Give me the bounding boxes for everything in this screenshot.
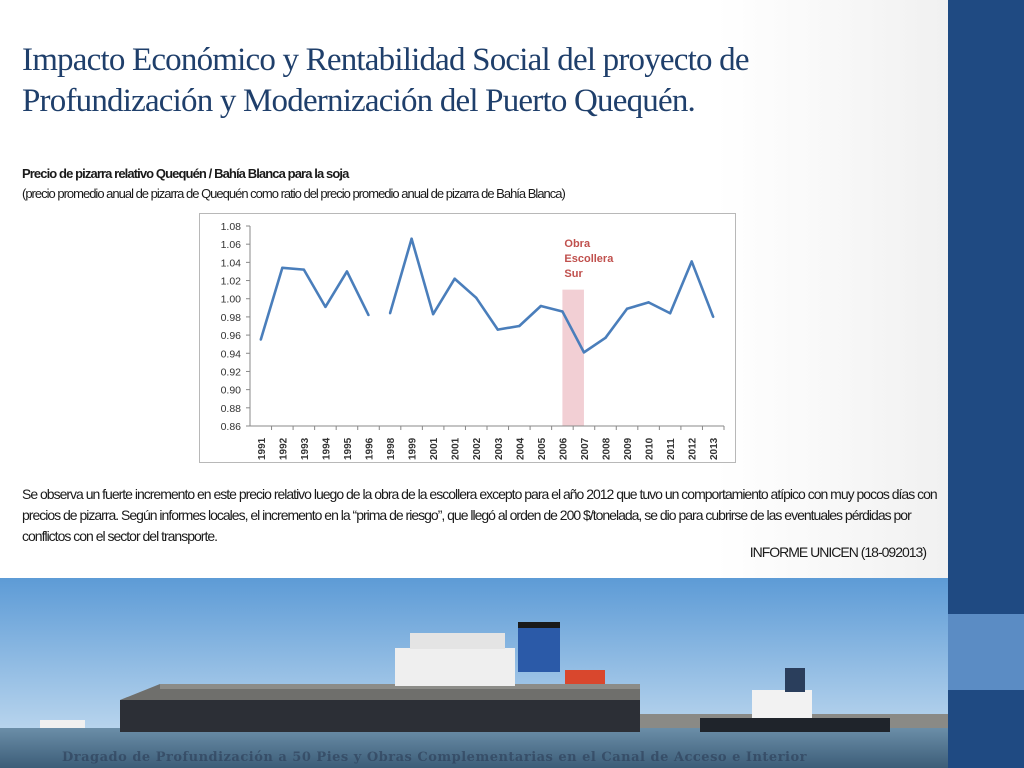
y-tick-label: 0.94 bbox=[220, 348, 241, 361]
x-tick-label: 1998 bbox=[386, 437, 398, 460]
x-tick-label: 2010 bbox=[644, 437, 656, 460]
highlight-label: Escollera bbox=[564, 253, 614, 265]
highlight-label: Sur bbox=[564, 268, 583, 280]
y-tick-label: 0.88 bbox=[220, 402, 241, 415]
x-tick-label: 2005 bbox=[536, 437, 548, 460]
x-tick-label: 2002 bbox=[472, 437, 484, 460]
x-tick-label: 1996 bbox=[364, 437, 376, 460]
x-tick-label: 1994 bbox=[321, 437, 333, 460]
series-line bbox=[390, 239, 713, 353]
ship-photo bbox=[0, 578, 948, 768]
source-citation: INFORME UNICEN (18-092013) bbox=[749, 544, 926, 560]
y-tick-label: 1.02 bbox=[220, 275, 241, 288]
data-point bbox=[367, 314, 369, 316]
x-tick-label: 1992 bbox=[278, 437, 290, 460]
data-point bbox=[561, 310, 563, 312]
data-point bbox=[432, 313, 434, 315]
data-point bbox=[389, 312, 391, 314]
line-chart bbox=[200, 214, 737, 464]
data-point bbox=[518, 325, 520, 327]
data-point bbox=[540, 305, 542, 307]
data-point bbox=[626, 308, 628, 310]
series-line bbox=[261, 268, 369, 340]
data-point bbox=[475, 297, 477, 299]
x-tick-label: 1991 bbox=[256, 437, 268, 460]
highlight-label: Obra bbox=[564, 238, 591, 250]
data-point bbox=[497, 328, 499, 330]
y-tick-label: 1.04 bbox=[220, 257, 241, 270]
x-tick-label: 1999 bbox=[407, 437, 419, 460]
x-tick-label: 2001 bbox=[450, 437, 462, 460]
body-paragraph: Se observa un fuerte incremento en este precio relativo luego de la obra de la escollera excepto para el año 2012 que tuvo un comportamiento atípico con muy pocos días con precios de pizarra. Según informes locales, el incremento en la “prima de riesgo”, que llegó al orden de 200 $/tonelada, se dio para cubrirse de las eventuales pérdidas por conflictos con el sector del transporte. bbox=[22, 486, 937, 544]
y-tick-label: 1.06 bbox=[220, 239, 241, 252]
x-tick-label: 2007 bbox=[579, 437, 591, 460]
chart-subtitle: Precio de pizarra relativo Quequén / Bahía Blanca para la soja bbox=[22, 166, 349, 181]
x-tick-label: 2008 bbox=[601, 437, 613, 460]
data-point bbox=[303, 268, 305, 270]
y-tick-label: 1.08 bbox=[220, 221, 241, 233]
x-tick-label: 2012 bbox=[687, 437, 699, 460]
x-tick-label: 2001 bbox=[429, 437, 441, 460]
y-tick-label: 0.96 bbox=[220, 330, 241, 343]
data-point bbox=[669, 312, 671, 314]
y-tick-label: 0.86 bbox=[220, 421, 241, 433]
data-point bbox=[647, 301, 649, 303]
highlight-band bbox=[562, 290, 584, 426]
x-tick-label: 2004 bbox=[515, 437, 527, 460]
y-tick-label: 0.90 bbox=[220, 384, 241, 397]
x-tick-label: 1993 bbox=[299, 437, 311, 460]
y-tick-label: 0.98 bbox=[220, 311, 241, 324]
x-tick-label: 2009 bbox=[623, 437, 635, 460]
data-point bbox=[324, 306, 326, 308]
data-point bbox=[583, 351, 585, 353]
x-tick-label: 2003 bbox=[493, 437, 505, 460]
data-point bbox=[260, 338, 262, 340]
chart-subtitle-note: (precio promedio anual de pizarra de Quequén como ratio del precio promedio anual de pizarra de Bahía Blanca) bbox=[22, 186, 565, 201]
data-point bbox=[604, 337, 606, 339]
data-point bbox=[690, 260, 692, 262]
sidebar-band bbox=[948, 614, 1024, 690]
data-point bbox=[281, 267, 283, 269]
chart-frame bbox=[199, 213, 736, 463]
x-tick-label: 1995 bbox=[342, 437, 354, 460]
data-point bbox=[346, 270, 348, 272]
y-tick-label: 0.92 bbox=[220, 366, 241, 379]
x-tick-label: 2011 bbox=[666, 438, 678, 460]
sidebar-decoration bbox=[948, 0, 1024, 768]
slide-title: Impacto Económico y Rentabilidad Social del proyecto de Profundización y Modernización del Puerto Quequén. bbox=[22, 42, 749, 119]
data-point bbox=[712, 316, 714, 318]
y-tick-label: 1.00 bbox=[220, 293, 241, 306]
photo-caption: Dragado de Profundización a 50 Pies y Obras Complementarias en el Canal de Acceso e Interior bbox=[62, 750, 807, 765]
data-point bbox=[410, 238, 412, 240]
x-tick-label: 2006 bbox=[558, 437, 570, 460]
data-point bbox=[453, 278, 455, 280]
x-tick-label: 2013 bbox=[709, 437, 721, 460]
